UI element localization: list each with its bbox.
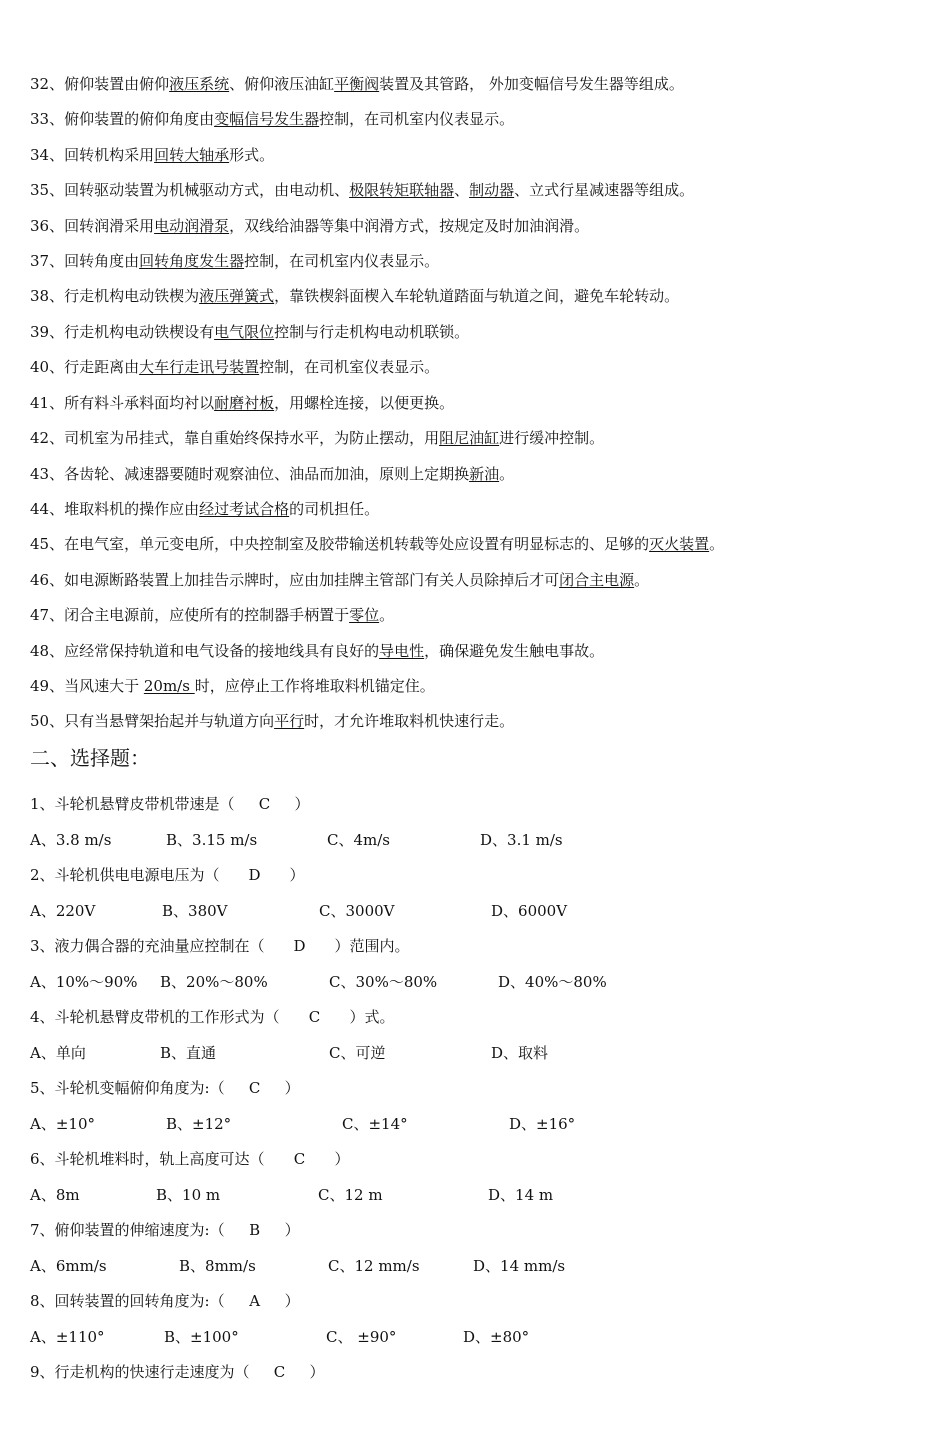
option-a: A、10%～90%	[30, 973, 138, 991]
question-text: 46、如电源断路装置上加挂告示牌时，应由加挂牌主管部门有关人员除掉后才可	[30, 571, 560, 589]
fill-item-44	[30, 499, 930, 519]
question-text: 39、行走机构电动铁楔设有	[30, 323, 215, 341]
option-a: A、±10°	[30, 1115, 95, 1133]
choice-question-7: 7、俯仰装置的伸缩速度为:（ B ）	[30, 1221, 300, 1239]
fill-item-37	[30, 251, 930, 271]
blank-answer: 平衡阀	[334, 75, 380, 93]
question-text: 控制，在司机室内仪表显示。	[244, 252, 440, 270]
blank-answer: 阻尼油缸	[439, 429, 500, 447]
question-text: 32、俯仰装置由俯仰	[30, 75, 170, 93]
choice-question-8: 8、回转装置的回转角度为:（ A ）	[30, 1292, 300, 1310]
option-b: B、380V	[162, 902, 228, 920]
section-title: 二、选择题：	[30, 746, 150, 770]
blank-answer: 耐磨衬板	[214, 394, 275, 412]
option-a: A、6mm/s	[30, 1257, 107, 1275]
question-text: 。	[499, 465, 515, 483]
question-text: ，确保避免发生触电事故。	[424, 642, 605, 660]
choice-question-2: 2、斗轮机供电电源电压为（ D ）	[30, 866, 305, 884]
option-c: C、12 mm/s	[328, 1257, 420, 1275]
option-a: A、8m	[30, 1186, 80, 1204]
question-text: 控制与行走机构电动机联锁。	[274, 323, 470, 341]
question-text: 进行缓冲控制。	[499, 429, 605, 447]
blank-answer: 电动润滑泵	[154, 217, 230, 235]
option-d: D、40%～80%	[498, 973, 607, 991]
question-text: 的司机担任。	[289, 500, 380, 518]
question-text: 。	[634, 571, 650, 589]
question-text: 35、回转驱动装置为机械驱动方式，由电动机、	[30, 181, 350, 199]
option-c: C、30%～80%	[329, 973, 438, 991]
option-b: B、直通	[160, 1044, 217, 1062]
fill-item-39	[30, 322, 930, 342]
question-text: 42、司机室为吊挂式，靠自重始终保持水平，为防止摆动，用	[30, 429, 440, 447]
fill-item-43	[30, 464, 930, 484]
choice-question-9: 9、行走机构的快速行走速度为（ C ）	[30, 1363, 325, 1381]
fill-item-42	[30, 428, 930, 448]
question-text: 时，才允许堆取料机快速行走。	[304, 712, 515, 730]
question-text: 44、堆取料机的操作应由	[30, 500, 200, 518]
option-c: C、可逆	[329, 1044, 386, 1062]
blank-answer: 20m/s	[143, 677, 195, 695]
question-text: 34、回转机构采用	[30, 146, 155, 164]
question-text: 41、所有料斗承料面均衬以	[30, 394, 215, 412]
option-a: A、220V	[30, 902, 96, 920]
option-c: C、 ±90°	[326, 1328, 397, 1346]
answer: C	[258, 795, 271, 813]
choice-question-1: 1、斗轮机悬臂皮带机带速是（ C ）	[30, 795, 310, 813]
fill-item-49	[30, 676, 930, 696]
question-text: 、	[454, 181, 470, 199]
choice-question-6: 6、斗轮机堆料时，轨上高度可达（ C ）	[30, 1150, 350, 1168]
answer: B	[249, 1221, 261, 1239]
blank-answer: 变幅信号发生器	[214, 110, 320, 128]
option-a: A、单向	[30, 1044, 86, 1062]
question-text: ，用螺栓连接，以便更换。	[274, 394, 455, 412]
option-b: B、10 m	[156, 1186, 221, 1204]
option-b: B、20%～80%	[160, 973, 268, 991]
blank-answer: 导电性	[379, 642, 425, 660]
fill-item-36	[30, 216, 930, 236]
option-d: D、6000V	[491, 902, 568, 920]
question-text: ，双线给油器等集中润滑方式，按规定及时加油润滑。	[229, 217, 590, 235]
option-b: B、8mm/s	[179, 1257, 256, 1275]
option-d: D、3.1 m/s	[480, 831, 563, 849]
blank-answer: 经过考试合格	[199, 500, 290, 518]
question-text: 43、各齿轮、减速器要随时观察油位、油品而加油，原则上定期换	[30, 465, 470, 483]
blank-answer: 闭合主电源	[559, 571, 635, 589]
fill-item-33	[30, 109, 930, 129]
fill-item-41	[30, 393, 930, 413]
question-text: 。	[379, 606, 395, 624]
blank-answer: 极限转矩联轴器	[349, 181, 455, 199]
fill-item-35	[30, 180, 930, 200]
blank-answer: 平行	[274, 712, 305, 730]
fill-item-32	[30, 74, 930, 94]
option-a: A、3.8 m/s	[30, 831, 112, 849]
question-text: 控制，在司机室内仪表显示。	[319, 110, 515, 128]
option-d: D、±16°	[509, 1115, 576, 1133]
question-text: 38、行走机构电动铁楔为	[30, 287, 200, 305]
question-text: 控制，在司机室仪表显示。	[259, 358, 440, 376]
choice-question-5: 5、斗轮机变幅俯仰角度为:（ C ）	[30, 1079, 300, 1097]
fill-item-45	[30, 534, 930, 554]
question-text: 45、在电气室，单元变电所，中央控制室及胶带输送机转载等处应设置有明显标志的、足够的	[30, 535, 650, 553]
blank-answer: 零位	[349, 606, 380, 624]
option-b: B、±12°	[166, 1115, 232, 1133]
option-d: D、±80°	[463, 1328, 530, 1346]
question-text: 50、只有当悬臂架抬起并与轨道方向	[30, 712, 275, 730]
option-b: B、3.15 m/s	[166, 831, 258, 849]
option-b: B、±100°	[164, 1328, 239, 1346]
answer: C	[293, 1150, 306, 1168]
question-text: 、立式行星减速器等组成。	[514, 181, 695, 199]
question-text: ，靠铁楔斜面楔入车轮轨道踏面与轨道之间，避免车轮转动。	[274, 287, 680, 305]
blank-answer: 回转角度发生器	[139, 252, 245, 270]
question-text: 36、回转润滑采用	[30, 217, 155, 235]
option-d: D、取料	[491, 1044, 549, 1062]
question-text: 33、俯仰装置的俯仰角度由	[30, 110, 215, 128]
answer: D	[248, 866, 261, 884]
question-text: 40、行走距离由	[30, 358, 140, 376]
option-d: D、14 mm/s	[473, 1257, 566, 1275]
answer: D	[293, 937, 306, 955]
question-text: 49、当风速大于	[30, 677, 144, 695]
option-c: C、12 m	[318, 1186, 383, 1204]
question-text: 48、应经常保持轨道和电气设备的接地线具有良好的	[30, 642, 380, 660]
blank-answer: 新油	[469, 465, 500, 483]
option-c: C、4m/s	[327, 831, 390, 849]
fill-item-48	[30, 641, 930, 661]
question-text: 时，应停止工作将堆取料机锚定住。	[194, 677, 435, 695]
question-text: 、俯仰液压油缸	[229, 75, 335, 93]
choice-question-3: 3、液力偶合器的充油量应控制在（ D ）范围内。	[30, 937, 410, 955]
fill-item-47	[30, 605, 930, 625]
question-text: 形式。	[229, 146, 275, 164]
blank-answer: 电气限位	[214, 323, 275, 341]
blank-answer: 灭火装置	[649, 535, 710, 553]
choice-question-4: 4、斗轮机悬臂皮带机的工作形式为（ C ）式。	[30, 1008, 395, 1026]
option-c: C、±14°	[342, 1115, 408, 1133]
fill-item-46	[30, 570, 930, 590]
answer: C	[308, 1008, 321, 1026]
fill-item-40	[30, 357, 930, 377]
answer: A	[249, 1292, 261, 1310]
blank-answer: 液压系统	[169, 75, 230, 93]
answer: C	[273, 1363, 286, 1381]
question-text: 47、闭合主电源前，应使所有的控制器手柄置于	[30, 606, 350, 624]
fill-item-50	[30, 711, 930, 731]
option-d: D、14 m	[488, 1186, 554, 1204]
blank-answer: 液压弹簧式	[199, 287, 275, 305]
question-text: 37、回转角度由	[30, 252, 140, 270]
fill-item-38	[30, 286, 930, 306]
option-a: A、±110°	[30, 1328, 105, 1346]
question-text: 装置及其管路， 外加变幅信号发生器等组成。	[379, 75, 684, 93]
blank-answer: 大车行走讯号装置	[139, 358, 260, 376]
blank-answer: 制动器	[469, 181, 515, 199]
question-text: 。	[709, 535, 725, 553]
answer: C	[248, 1079, 261, 1097]
blank-answer: 回转大轴承	[154, 146, 230, 164]
fill-item-34	[30, 145, 930, 165]
option-c: C、3000V	[319, 902, 395, 920]
